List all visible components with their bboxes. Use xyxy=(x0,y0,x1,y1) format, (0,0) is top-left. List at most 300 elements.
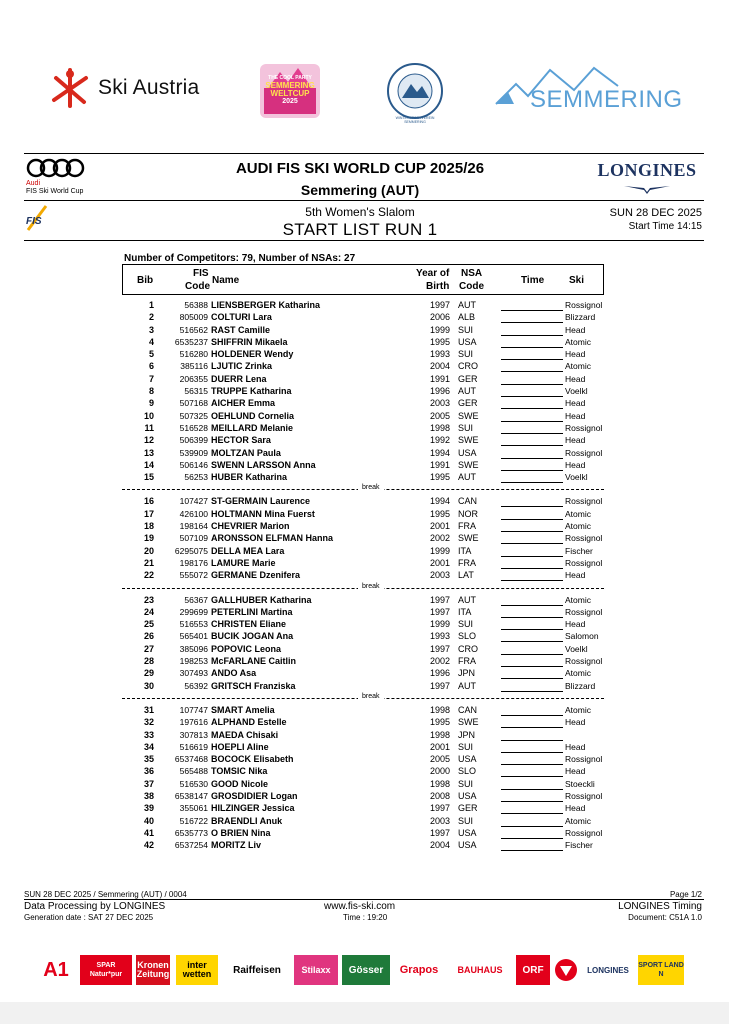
nsa-cell: USA xyxy=(458,827,477,838)
ski-austria-text: Ski Austria xyxy=(98,76,200,99)
bib-cell: 32 xyxy=(143,717,154,728)
nsa-cell: ITA xyxy=(458,606,472,617)
ski-cell: Atomic xyxy=(565,521,591,532)
nsa-cell: USA xyxy=(458,754,477,765)
name-cell: ALPHAND Estelle xyxy=(211,717,287,728)
nsa-cell: AUT xyxy=(458,300,476,310)
sponsor-orf: ORF xyxy=(516,955,550,985)
bib-cell: 12 xyxy=(143,435,154,446)
bib-cell: 16 xyxy=(143,496,154,507)
table-row xyxy=(122,827,604,839)
ski-cell: Atomic xyxy=(565,815,591,826)
bib-cell: 28 xyxy=(143,656,154,667)
wsv-text: WINTERSPORTVEREIN SEMMERING xyxy=(395,116,435,124)
table-row xyxy=(122,447,604,459)
break-label: break xyxy=(358,693,384,700)
start-list-table xyxy=(122,264,604,851)
year-cell: 1995 xyxy=(429,717,450,728)
name-cell: SHIFFRIN Mikaela xyxy=(211,336,288,347)
fis-code-cell: 198253 xyxy=(179,656,208,667)
table-row xyxy=(122,765,604,777)
nsa-cell: JPN xyxy=(458,668,476,679)
footer-data-processing: Data Processing by LONGINES xyxy=(24,901,166,912)
sponsor-stilaxx: Stilaxx xyxy=(294,955,338,985)
bib-cell: 39 xyxy=(143,803,154,814)
year-cell: 1997 xyxy=(429,803,450,814)
nsa-cell: SUI xyxy=(458,324,474,335)
bib-cell: 25 xyxy=(143,619,154,630)
fis-code-cell: 516722 xyxy=(179,815,208,826)
ski-austria-icon xyxy=(48,66,92,110)
nsa-cell: SUI xyxy=(458,815,474,826)
nsa-cell: AUT xyxy=(458,594,476,605)
year-cell: 2001 xyxy=(429,521,450,532)
wintersportverein-logo xyxy=(386,62,444,124)
bib-cell: 26 xyxy=(143,631,154,642)
fis-code-cell: 198164 xyxy=(179,521,208,532)
year-cell: 1997 xyxy=(429,680,450,691)
fis-code-cell: 516553 xyxy=(179,619,208,630)
ski-cell: Rossignol xyxy=(565,422,603,433)
table-row xyxy=(122,606,604,618)
table-row xyxy=(122,545,604,557)
race-date: SUN 28 DEC 2025 xyxy=(609,207,702,219)
year-cell: 2004 xyxy=(429,361,450,372)
table-row xyxy=(122,815,604,827)
footer-rule xyxy=(24,899,704,900)
bib-cell: 24 xyxy=(143,606,154,617)
ski-cell: Head xyxy=(565,324,586,335)
fis-code-cell: 506146 xyxy=(179,459,208,470)
bib-cell: 7 xyxy=(148,373,154,384)
ski-cell: Rossignol xyxy=(565,496,603,507)
year-cell: 2003 xyxy=(429,398,450,409)
bib-cell: 22 xyxy=(143,570,154,581)
fis-code-cell: 56367 xyxy=(184,594,208,605)
longines-wordmark: LONGINES xyxy=(597,160,697,180)
year-cell: 1997 xyxy=(429,300,450,310)
fis-code-cell: 6535237 xyxy=(174,336,208,347)
name-cell: POPOVIC Leona xyxy=(211,643,282,654)
year-cell: 1995 xyxy=(429,508,450,519)
bib-cell: 42 xyxy=(143,840,154,851)
nsa-cell: USA xyxy=(458,840,477,851)
bib-cell: 23 xyxy=(143,594,154,605)
year-cell: 1998 xyxy=(429,778,450,789)
table-row xyxy=(122,643,604,655)
year-cell: 1992 xyxy=(429,435,450,446)
start-time: Start Time 14:15 xyxy=(628,221,702,232)
nsa-cell: ALB xyxy=(458,312,476,323)
year-cell: 1996 xyxy=(429,386,450,397)
year-cell: 1997 xyxy=(429,827,450,838)
bib-cell: 13 xyxy=(143,447,154,458)
sponsor-a1: A1 xyxy=(43,958,69,981)
col-name: Name xyxy=(212,275,240,286)
year-cell: 1996 xyxy=(429,668,450,679)
break-label: break xyxy=(358,583,384,590)
bib-cell: 29 xyxy=(143,668,154,679)
nsa-cell: JPN xyxy=(458,729,476,740)
bib-cell: 2 xyxy=(148,312,154,323)
ski-austria-logo xyxy=(48,64,208,112)
nsa-cell: SWE xyxy=(458,717,479,728)
ski-cell: Rossignol xyxy=(565,533,603,544)
fis-code-cell: 507325 xyxy=(179,410,208,421)
year-cell: 1991 xyxy=(429,373,450,384)
year-cell: 2003 xyxy=(429,815,450,826)
table-header xyxy=(122,264,604,295)
sponsor-interwetten: inter wetten xyxy=(176,955,218,985)
ski-cell: Blizzard xyxy=(565,680,596,691)
ski-cell: Fischer xyxy=(565,840,593,851)
nsa-cell: USA xyxy=(458,336,477,347)
table-row xyxy=(122,311,604,323)
fis-code-cell: 6537468 xyxy=(174,754,208,765)
table-row xyxy=(122,299,604,311)
table-row xyxy=(122,802,604,814)
name-cell: MOLTZAN Paula xyxy=(211,447,281,458)
fis-logo xyxy=(24,204,60,232)
event-name: 5th Women's Slalom xyxy=(305,205,415,219)
venue-title: Semmering (AUT) xyxy=(300,182,420,198)
name-cell: HOLDENER Wendy xyxy=(211,349,294,360)
table-row xyxy=(122,348,604,360)
worldcup-badge-logo xyxy=(258,58,322,122)
ski-cell: Atomic xyxy=(565,336,591,347)
ski-cell: Salomon xyxy=(565,631,599,642)
nsa-cell: SWE xyxy=(458,410,479,421)
col-nsa-2: Code xyxy=(459,281,484,292)
table-row xyxy=(122,655,604,667)
table-row xyxy=(122,508,604,520)
name-cell: HOLTMANN Mina Fuerst xyxy=(211,508,315,519)
name-cell: CHRISTEN Eliane xyxy=(211,619,287,630)
bib-cell: 35 xyxy=(143,754,154,765)
name-cell: ST-GERMAIN Laurence xyxy=(211,496,311,507)
bib-cell: 10 xyxy=(143,410,154,421)
col-fis-1: FIS xyxy=(193,268,209,279)
footer-time: Time : 19:20 xyxy=(343,913,388,922)
fis-code-cell: 198176 xyxy=(179,557,208,568)
name-cell: TRUPPE Katharina xyxy=(211,386,292,397)
bib-cell: 38 xyxy=(143,790,154,801)
name-cell: TOMSIC Nika xyxy=(211,766,268,777)
header-bottom-rule xyxy=(24,240,704,241)
ski-cell: Stoeckli xyxy=(565,778,595,789)
name-cell: BOCOCK Elisabeth xyxy=(211,754,294,765)
table-row xyxy=(122,741,604,753)
nsa-cell: AUT xyxy=(458,472,476,483)
name-cell: MEILLARD Melanie xyxy=(211,422,294,433)
fis-code-cell: 6538147 xyxy=(174,790,208,801)
year-cell: 1997 xyxy=(429,643,450,654)
break-separator xyxy=(122,692,604,704)
name-cell: HECTOR Sara xyxy=(211,435,271,446)
competitors-summary: Number of Competitors: 79, Number of NSAs: 27 xyxy=(124,253,356,264)
table-row xyxy=(122,336,604,348)
name-cell: LJUTIC Zrinka xyxy=(211,361,273,372)
name-cell: GERMANE Dzenifera xyxy=(211,570,301,581)
year-cell: 2001 xyxy=(429,557,450,568)
year-cell: 2004 xyxy=(429,840,450,851)
table-row xyxy=(122,471,604,483)
nsa-cell: CAN xyxy=(458,704,478,715)
ski-cell: Rossignol xyxy=(565,754,603,765)
table-row xyxy=(122,618,604,630)
name-cell: HOEPLI Aline xyxy=(211,741,269,752)
ski-cell: Head xyxy=(565,373,586,384)
fis-code-cell: 307813 xyxy=(179,729,208,740)
table-row xyxy=(122,397,604,409)
nsa-cell: LAT xyxy=(458,570,474,581)
sponsor-grapos: Grapos xyxy=(399,963,439,976)
year-cell: 1991 xyxy=(429,459,450,470)
table-row xyxy=(122,324,604,336)
audi-sub-label: FIS Ski World Cup xyxy=(26,188,84,195)
table-row xyxy=(122,667,604,679)
year-cell: 1994 xyxy=(429,496,450,507)
bib-cell: 5 xyxy=(148,349,154,360)
sponsor-longines: LONGINES xyxy=(587,965,629,975)
name-cell: HILZINGER Jessica xyxy=(211,803,295,814)
ski-cell: Rossignol xyxy=(565,300,603,310)
table-row xyxy=(122,839,604,851)
table-row xyxy=(122,385,604,397)
footer-ref: SUN 28 DEC 2025 / Semmering (AUT) / 0004 xyxy=(24,890,187,899)
year-cell: 1995 xyxy=(429,472,450,483)
ski-cell: Head xyxy=(565,349,586,360)
year-cell: 2001 xyxy=(429,741,450,752)
bib-cell: 3 xyxy=(148,324,154,335)
ski-cell: Rossignol xyxy=(565,827,603,838)
fis-code-cell: 516530 xyxy=(179,778,208,789)
year-cell: 1998 xyxy=(429,704,450,715)
sponsor-spar: SPAR Natur*pur xyxy=(80,955,132,985)
name-cell: OEHLUND Cornelia xyxy=(211,410,295,421)
col-time: Time xyxy=(521,275,545,286)
year-cell: 1997 xyxy=(429,606,450,617)
table-body xyxy=(122,299,604,851)
header-top-rule xyxy=(24,153,704,154)
table-row xyxy=(122,680,604,692)
fis-code-cell: 507168 xyxy=(179,398,208,409)
year-cell: 1994 xyxy=(429,447,450,458)
bib-cell: 9 xyxy=(148,398,154,409)
bib-cell: 36 xyxy=(143,766,154,777)
name-cell: GRITSCH Franziska xyxy=(211,680,296,691)
ski-cell: Head xyxy=(565,398,586,409)
nsa-cell: NOR xyxy=(458,508,478,519)
ski-cell: Atomic xyxy=(565,594,591,605)
year-cell: 1997 xyxy=(429,594,450,605)
table-row xyxy=(122,422,604,434)
name-cell: CHEVRIER Marion xyxy=(211,521,290,532)
fis-code-cell: 107427 xyxy=(179,496,208,507)
year-cell: 1999 xyxy=(429,619,450,630)
ski-cell: Atomic xyxy=(565,508,591,519)
fis-code-cell: 56253 xyxy=(184,472,208,483)
name-cell: DELLA MEA Lara xyxy=(211,545,285,556)
fis-code-cell: 516619 xyxy=(179,741,208,752)
bib-cell: 40 xyxy=(143,815,154,826)
semmering-text: SEMMERING xyxy=(530,86,683,113)
fis-code-cell: 516562 xyxy=(179,324,208,335)
ski-cell: Head xyxy=(565,803,586,814)
nsa-cell: AUT xyxy=(458,680,476,691)
bib-cell: 4 xyxy=(148,336,154,347)
nsa-cell: SLO xyxy=(458,631,477,642)
longines-wings-icon xyxy=(622,182,672,194)
ski-cell: Rossignol xyxy=(565,557,603,568)
name-cell: BRAENDLI Anuk xyxy=(211,815,283,826)
sponsor-raiffeisen: Raiffeisen xyxy=(233,964,281,976)
bib-cell: 30 xyxy=(143,680,154,691)
nsa-cell: FRA xyxy=(458,557,476,568)
bib-cell: 27 xyxy=(143,643,154,654)
nsa-cell: USA xyxy=(458,790,477,801)
table-row xyxy=(122,630,604,642)
ski-cell: Atomic xyxy=(565,361,591,372)
table-row xyxy=(122,360,604,372)
ski-cell: Head xyxy=(565,410,586,421)
bib-cell: 33 xyxy=(143,729,154,740)
year-cell: 1993 xyxy=(429,631,450,642)
name-cell: AICHER Emma xyxy=(211,398,276,409)
fis-code-cell: 107747 xyxy=(179,704,208,715)
name-cell: DUERR Lena xyxy=(211,373,267,384)
bib-cell: 19 xyxy=(143,533,154,544)
time-cell xyxy=(501,850,563,851)
year-cell: 2000 xyxy=(429,766,450,777)
ski-cell: Head xyxy=(565,570,586,581)
audi-logo xyxy=(26,158,96,198)
bib-cell: 17 xyxy=(143,508,154,519)
ski-cell: Atomic xyxy=(565,668,591,679)
badge-line-3: WELTCUP xyxy=(270,89,310,98)
break-label: break xyxy=(358,484,384,491)
name-cell: GROSDIDIER Logan xyxy=(211,790,298,801)
bib-cell: 31 xyxy=(143,704,154,715)
nsa-cell: FRA xyxy=(458,656,476,667)
fis-code-cell: 56388 xyxy=(184,300,208,310)
footer-timing: LONGINES Timing xyxy=(618,901,702,912)
name-cell: SWENN LARSSON Anna xyxy=(211,459,316,470)
ski-cell: Head xyxy=(565,459,586,470)
fis-code-cell: 355061 xyxy=(179,803,208,814)
footer-generation: Generation date : SAT 27 DEC 2025 xyxy=(24,913,154,922)
col-year-2: Birth xyxy=(426,281,450,292)
fis-code-cell: 299699 xyxy=(179,606,208,617)
fis-code-cell: 565401 xyxy=(179,631,208,642)
fis-code-cell: 507109 xyxy=(179,533,208,544)
year-cell: 2002 xyxy=(429,656,450,667)
name-cell: GOOD Nicole xyxy=(211,778,269,789)
badge-line-4: 2025 xyxy=(282,98,298,105)
fis-code-cell: 206355 xyxy=(179,373,208,384)
name-cell: ANDO Asa xyxy=(211,668,257,679)
bib-cell: 15 xyxy=(143,472,154,483)
fis-code-cell: 539909 xyxy=(179,447,208,458)
bib-cell: 18 xyxy=(143,521,154,532)
run-title: START LIST RUN 1 xyxy=(282,220,438,239)
sponsor-strip xyxy=(38,955,688,991)
table-row xyxy=(122,753,604,765)
bib-cell: 37 xyxy=(143,778,154,789)
footer-website[interactable]: www.fis-ski.com xyxy=(324,901,396,912)
table-row xyxy=(122,716,604,728)
table-row xyxy=(122,557,604,569)
fis-code-cell: 307493 xyxy=(179,668,208,679)
sponsor-sportland: SPORT LAND N xyxy=(638,955,684,985)
table-row xyxy=(122,459,604,471)
year-cell: 2003 xyxy=(429,570,450,581)
fis-code-cell: 555072 xyxy=(179,570,208,581)
name-cell: HUBER Katharina xyxy=(211,472,288,483)
table-row xyxy=(122,778,604,790)
nsa-cell: GER xyxy=(458,373,478,384)
col-nsa-1: NSA xyxy=(461,268,483,279)
nsa-cell: SUI xyxy=(458,741,474,752)
table-row xyxy=(122,520,604,532)
badge-line-1: THE COOL PARTY xyxy=(268,75,312,81)
fis-code-cell: 6535773 xyxy=(174,827,208,838)
table-row xyxy=(122,729,604,741)
name-cell: LAMURE Marie xyxy=(211,557,276,568)
name-cell: McFARLANE Caitlin xyxy=(211,656,297,667)
ski-cell: Atomic xyxy=(565,704,591,715)
col-bib: Bib xyxy=(137,275,154,286)
bottom-bar xyxy=(0,1002,729,1024)
fis-code-cell: 805009 xyxy=(179,312,208,323)
table-row xyxy=(122,790,604,802)
nsa-cell: SWE xyxy=(458,435,479,446)
name-cell: GALLHUBER Katharina xyxy=(211,594,312,605)
fis-code-cell: 197616 xyxy=(179,717,208,728)
ski-cell: Head xyxy=(565,435,586,446)
ski-cell: Voelkl xyxy=(565,386,588,397)
year-cell: 2008 xyxy=(429,790,450,801)
nsa-cell: FRA xyxy=(458,521,476,532)
nsa-cell: CRO xyxy=(458,361,478,372)
nsa-cell: SUI xyxy=(458,422,474,433)
badge-line-2: SEMMERING xyxy=(265,81,315,90)
year-cell: 1993 xyxy=(429,349,450,360)
fis-code-cell: 56392 xyxy=(184,680,208,691)
header-mid-rule xyxy=(24,200,704,201)
nsa-cell: CAN xyxy=(458,496,478,507)
year-cell: 1998 xyxy=(429,729,450,740)
footer-page: Page 1/2 xyxy=(669,890,702,899)
nsa-cell: AUT xyxy=(458,386,476,397)
col-year-1: Year of xyxy=(416,268,450,279)
year-cell: 2002 xyxy=(429,533,450,544)
table-row xyxy=(122,410,604,422)
ski-cell: Head xyxy=(565,766,586,777)
ski-cell: Voelkl xyxy=(565,643,588,654)
bib-cell: 14 xyxy=(143,459,154,470)
year-cell: 2006 xyxy=(429,312,450,323)
col-ski: Ski xyxy=(569,275,585,286)
table-row xyxy=(122,569,604,581)
bib-cell: 34 xyxy=(143,741,154,752)
year-cell: 1998 xyxy=(429,422,450,433)
fis-code-cell: 56315 xyxy=(184,386,208,397)
ski-cell: Rossignol xyxy=(565,606,603,617)
col-fis-2: Code xyxy=(185,281,210,292)
break-separator xyxy=(122,483,604,495)
ski-cell: Rossignol xyxy=(565,656,603,667)
